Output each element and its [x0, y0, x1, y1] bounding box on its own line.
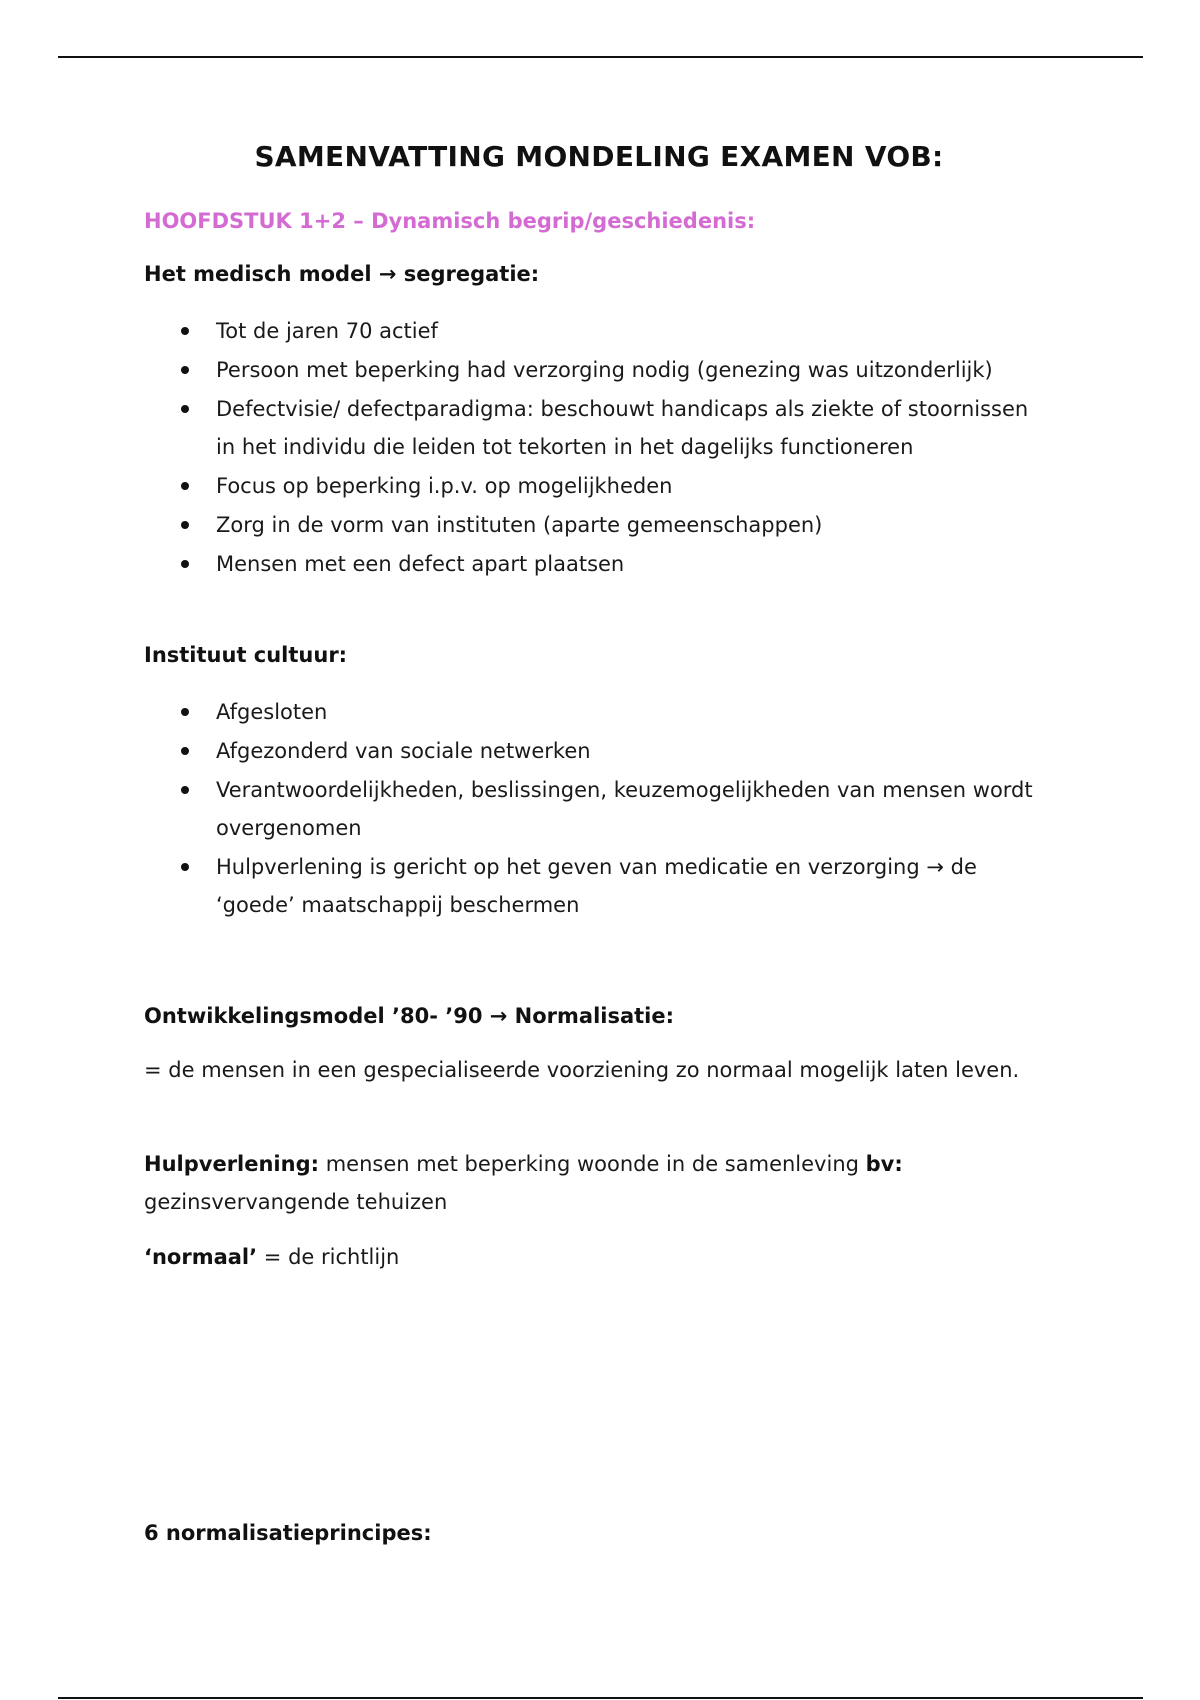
principles-heading: 6 normalisatieprincipes:	[144, 1521, 432, 1545]
document-title: SAMENVATTING MONDELING EXAMEN VOB:	[254, 140, 944, 173]
help-paragraph	[144, 1145, 1024, 1221]
help-example-text: gezinsvervangende tehuizen	[144, 1190, 448, 1214]
list-item: Persoon met beperking had verzorging nodig (genezing was uitzonderlijk)	[144, 351, 1044, 389]
bottom-rule	[58, 1697, 1143, 1699]
list-item: Defectvisie/ defectparadigma: beschouwt handicaps als ziekte of stoornissen in het individu die leiden tot tekorten in het dagelijks functioneren	[144, 390, 1044, 466]
list-item: Tot de jaren 70 actief	[144, 312, 1044, 350]
medical-model-list	[144, 312, 1044, 584]
normal-label: ‘normaal’	[144, 1245, 258, 1269]
bullet-icon	[181, 863, 189, 871]
help-label: Hulpverlening:	[144, 1152, 320, 1176]
list-item: Afgezonderd van sociale netwerken	[144, 732, 1044, 770]
list-item: Verantwoordelijkheden, beslissingen, keuzemogelijkheden van mensen wordt overgenomen	[144, 771, 1044, 847]
chapter-heading: HOOFDSTUK 1+2 – Dynamisch begrip/geschiedenis:	[144, 209, 756, 233]
bullet-icon	[181, 708, 189, 716]
normal-paragraph	[144, 1238, 1024, 1276]
list-item: Afgesloten	[144, 693, 1044, 731]
bullet-icon	[181, 747, 189, 755]
top-rule	[58, 56, 1143, 58]
medical-model-heading: Het medisch model → segregatie:	[144, 262, 540, 286]
list-item: Zorg in de vorm van instituten (aparte gemeenschappen)	[144, 506, 1044, 544]
institute-culture-heading: Instituut cultuur:	[144, 643, 348, 667]
bullet-icon	[181, 366, 189, 374]
bullet-icon	[181, 327, 189, 335]
development-model-heading: Ontwikkelingsmodel ’80- ’90 → Normalisatie:	[144, 1004, 675, 1028]
bullet-icon	[181, 405, 189, 413]
list-item: Hulpverlening is gericht op het geven van medicatie en verzorging → de ‘goede’ maatschappij beschermen	[144, 848, 1044, 924]
bullet-icon	[181, 521, 189, 529]
bullet-icon	[181, 560, 189, 568]
bullet-icon	[181, 482, 189, 490]
help-example-label: bv:	[865, 1152, 903, 1176]
bullet-icon	[181, 786, 189, 794]
help-text: mensen met beperking woonde in de samenleving	[319, 1152, 866, 1176]
list-item: Focus op beperking i.p.v. op mogelijkheden	[144, 467, 1044, 505]
normalisation-definition: = de mensen in een gespecialiseerde voorziening zo normaal mogelijk laten leven.	[144, 1058, 1020, 1082]
institute-culture-list	[144, 693, 1044, 925]
normal-text: = de richtlijn	[257, 1245, 400, 1269]
list-item: Mensen met een defect apart plaatsen	[144, 545, 1044, 583]
